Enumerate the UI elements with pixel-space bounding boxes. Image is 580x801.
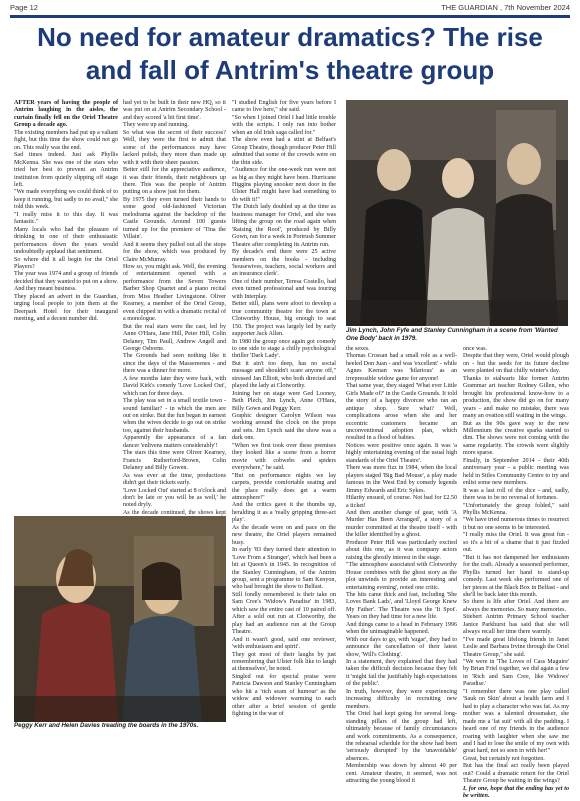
- article-paragraph: Singled out for special praise were Patricia Dawson and Stanley Cunningham who hit a 'rich seam of humour' as the widow and widower warming to each other after a brief session of gentle fighting in the war of: [232, 673, 336, 718]
- article-paragraph: Thomas Crossan had a small role as a well-heeled Don Juan - and was 'excellent' - while Agnes Keenan was 'hilarious' as an irrepressible widow game for anyone!: [346, 353, 457, 382]
- cast-scene-photo: [346, 100, 568, 326]
- article-paragraph: And the critics gave it the thumbs up, heralding it as a 'really gripping three-act play'.: [232, 502, 336, 524]
- article-column-3: [232, 100, 336, 718]
- article-paragraph: Stiebert Antrim Primary School teacher Janice Parkhurst has said that she will always recall her time there warmly.: [463, 614, 569, 636]
- header-rule: [10, 15, 570, 18]
- article-paragraph: And it seems they pulled out all the stops for the show, which was produced by Claire McMurray.: [123, 241, 226, 263]
- actresses-photo-caption: Peggy Kerr and Helen Davies treading the boards in the 1970s.: [14, 722, 199, 729]
- article-paragraph: A few months later they were back, with David Kirk's comedy 'Love Locked Out', which ran for three days.: [123, 375, 226, 397]
- article-paragraph: Producer Peter Hill was particularly excited about this one, as it was company actors raising the ghostly interest in the stage.: [346, 539, 457, 561]
- article-paragraph: The year was 1974 and a group of friends decided that they wanted to put on a show. And they meant business.: [14, 271, 118, 293]
- article-paragraph: Hilarity ensued, of course. Not bad for £2.50 a ticket!: [346, 495, 457, 509]
- article-paragraph: the sexes.: [346, 346, 370, 352]
- article-paragraph: once was.: [463, 346, 488, 352]
- article-paragraph: Many locals who had the pleasure of drinking in one of their enthusiastic performances down the years would undoubtedly applaud that sentiment.: [14, 226, 118, 256]
- article-paragraph: But has the final act really been played out? Could a dramatic return for the Oriel Theatre Group be waiting in the wings?: [463, 763, 569, 785]
- article-paragraph: "But on performance nights we lay carpets, provide comfortable seating and the place really does get a warm atmosphere!": [232, 472, 336, 502]
- page-folio: [10, 3, 570, 15]
- article-paragraph: The Grounds had seen nothing like it since the days of the Massereenes - and there was a dinner for more.: [123, 353, 226, 375]
- article-paragraph: Joining her on stage were Ged Looney, Beth Plech, Jim Lynch, Anne O'Hara, Billy Gown and Peggy Kerr.: [232, 390, 336, 412]
- article-paragraph: had yet to be built in their new HQ, so it was put on at Antrim Secondary School - and they scored 'a hit first time'.: [123, 100, 226, 121]
- actresses-photo-art: [14, 516, 226, 722]
- article-paragraph: As the decade continued, the shows kept: [123, 509, 226, 516]
- article-paragraph: Apparently the appearance of a fan dancer 'enlivens matters considerably'!: [123, 435, 226, 449]
- article-paragraph: So where did it all begin for the Oriel Players?: [14, 256, 118, 270]
- article-paragraph: Membership was down by almost 40 per cent. Amateur theatre, it seemed, was not attracting the young blood it: [346, 763, 457, 785]
- article-paragraph: "I've made great lifelong friends in Janet Leslie and Barbara Irvine through the Oriel Theatre Group," she said.: [463, 636, 569, 658]
- article-paragraph: The Oriel had kept going for several long-standing pillars of the group had left, ultimately because of family circumstances and work commitments. As a consequence, the rehearsal schedule for the show had been 'seriously disrupted' by the 'unavoidable' absences.: [346, 711, 457, 762]
- article-paragraph: "We have tried numerous times to resurrect it but no one seems to be interested.: [463, 517, 569, 531]
- article-paragraph: The play was set in a small textile town - sound familiar? - in which the men are out on strike. But the fun began in earnest when the wives decide to go out on strike too, against their husbands.: [123, 398, 226, 434]
- article-paragraph: "So when I joined Oriel I had little trouble with the scripts. I only ran into bother when an old Irish saga called for.": [232, 114, 336, 136]
- article-paragraph: In early '83 they turned their attention to 'Love From a Stranger', which had been a hit at Queen's in 1945. In recognition of the Stanley Cunningham, of the Antrim group, sent a programme to Sam Kenyon, who had brought the show to Belfast.: [232, 547, 336, 591]
- article-paragraph: "The atmosphere associated with Clotworthy House combines with the ghost story as the plot unwinds to provide an interesting and entertaining evening', noted one critic.: [346, 562, 457, 591]
- article-paragraph: "When we first took over these premises they looked like a scene from a horror movie with cobwebs and spiders everywhere," he said.: [232, 442, 336, 472]
- article-paragraph: "Unfortunately the group folded," said Phyllis McKenna.: [463, 502, 569, 516]
- article-paragraph: "But it has not dampened her enthusiasm for the craft. Already a seasoned performer, Phyllis turned her hand to stand-up comedy. Last week she performed one of her pieces at the Black Box in Belfast - and she'll be back later this month.: [463, 554, 570, 598]
- article-paragraph: As was ever at the time, productions didn't get their tickets early.: [123, 472, 226, 487]
- article-paragraph: In truth, however, they were experiencing increasing difficulty in recruiting new members.: [346, 688, 457, 710]
- article-paragraph: Still fondly remembered is their take on Sam Cree's 'Widow's Paradise' in 1983, which saw the entire cast of 10 paired off. After a sold out run at Clotworthy, the play had an audience run at the Group Theatre.: [232, 591, 336, 636]
- article-paragraph: The stars this time were Oliver Kearney, Francis Rutherford-Brown, Colin Delaney and Billy Gowen.: [123, 450, 226, 472]
- article-paragraph: The hits came thick and fast, including 'She Loves Bank Lads', and 'Lloyd George Knew My Father'. The Theatre was the 'It Spot'. Years on they had time for a new life.: [346, 591, 457, 621]
- article-paragraph: And things came to a head in February 1996 when the unimaginable happened.: [346, 621, 457, 636]
- article-paragraph: That same year, they staged 'What ever Little Girls Made of?' in the Castle Grounds. It told the story of a happy divorcee who ran an antique shop. Sure what? Well, complications arose when she and her eccentric customers became an unconventional adoption plan, which resulted in a flood of babies.: [346, 383, 457, 442]
- article-paragraph: As the decade wore on and pace on the new theatre, the Oriel players remained busy.: [232, 524, 336, 546]
- article-paragraph: "I really miss it to this day. It was fantastic.": [14, 211, 118, 226]
- article-paragraph: The Dutch lady doubled up at the time as business manager for Oriel, and she was lifting the group on the road again when 'Raising the Roof', produced by Billy Gown, ran for a week in Portrush Summer Theatre after completing its Antrim run.: [232, 204, 336, 248]
- article-paragraph: It was a last roll of the dice - and, sadly, there was to be no reversal of fortunes.: [463, 487, 569, 502]
- article-paragraph: 'Love Locked Out' started at 8 o'clock and don't be late or you will be as well,' he noted dryly.: [123, 487, 226, 509]
- article-paragraph: Graphic designer Carolyn Wilson was working around the clock on the props and sets. Jim Lynch said the show was a dark one.: [232, 413, 336, 442]
- article-paragraph: Despite that they were, Oriel would plough on - but the seeds for its future decline were planted on that chilly winter's day.: [463, 353, 569, 375]
- actresses-photo: [14, 516, 226, 722]
- article-paragraph: "I remember there was one play called 'Sauk on Skin' about a health farm and I had to play a character who was fat. As my mother was a talented dressmaker, she made me a 'fat suit' with all the padding. I heard one of my friends in the audience roaring with laughter when she saw me and I had to lose the smile of my own with great hard, not so seen in with her!": [463, 688, 569, 755]
- article-paragraph: Sad times indeed. Just ask Phyllis McKenna. She was one of the stars who tried her best to prevent an Antrim institution from quietly slipping off stage left.: [14, 152, 118, 188]
- article-paragraph: So there is life after Oriel. And there are always the memories. So many memories.: [463, 599, 569, 613]
- article-paragraph: "I really miss the Oriel. It was great fun - so it's a bit of a shame that it just fizzled out.: [463, 532, 569, 554]
- article-paragraph: How so, you might ask. Well, the evening of entertainment opened with a performance from the Seven Towers Barber Shop Quartet and a piano recital from Miss Heather Livingstone. Oliver Kearney, a member of the Oriel Group, even chipped in with a dramatic recital of a monologue.: [123, 263, 226, 323]
- article-paragraph: The existing members had put up a valiant fight, but this time the show could not go on. This really was the end.: [14, 129, 118, 151]
- article-column-4: [346, 346, 457, 785]
- cast-scene-photo-art: [346, 100, 568, 326]
- article-paragraph: They placed an advert in the Guardian, urging local people to join them at the Deerpark Hotel for their inaugural meeting, and a decent number did.: [14, 293, 118, 323]
- article-paragraph: But it ain't too deep, has no social message and shouldn't scare anyone off," stressed Jan Elliott, who both directed and played the lady at Clotworthy.: [232, 360, 336, 390]
- article-paragraph: So what was the secret of their success? Well, they were the first to admit that some of the performances may have lacked polish, they more than made up with it with their sheer passion.: [123, 129, 226, 166]
- article-paragraph: And then another change of gear, with 'A Murder Has Been Arranged', a story of a murder committed at the theatre itself - with the killer identified by a ghost.: [346, 509, 457, 539]
- article-headline: No need for amateur dramatics? The rise and fall of Antrim's theatre group: [37, 22, 543, 85]
- article-paragraph: They were up and running.: [123, 122, 189, 129]
- article-paragraph: Great, but certainly not forgotten.: [463, 755, 545, 762]
- article-paragraph: "Audience for the one-week run were not as big as they might have been. Hurricane Higgins playing snooker next door in the Ulster Hall might have had something to do with it!": [232, 167, 336, 203]
- article-paragraph: Notices were positive once again. It was 'a highly entertaining evening of the usual high standards of the Oriel Theatre'.: [346, 442, 457, 464]
- article-paragraph: Better still, plans were afoot to develop a true community theatre for the town at Clotworthy House, big enough to seat 150. The project was largely led by early supporter Jack Allen.: [232, 301, 336, 338]
- article-column-5: [463, 346, 570, 800]
- article-paragraph: "We made everything we could think of to keep it running, but sadly to no avail," she told this week.: [14, 189, 118, 211]
- article-paragraph: There was more fizz in 1984, when the local players staged 'Big Bad Mouse', a play made famous in the West End by comedy legends Jimmy Edwards and Eric Sykes.: [346, 465, 457, 494]
- article-paragraph: With our days to go, with 'sugar', they had to announce the cancellation of their latest show, 'Will's Clothing'.: [346, 636, 457, 658]
- cast-scene-caption: Jim Lynch, John Fyfe and Stanley Cunningham in a scene from 'Wanted One Body' back in 1979.: [346, 327, 558, 342]
- article-paragraph: By 1975 they even turned their hands to some good old-fashioned Victorian melodrama against the backdrop of the Castle Grounds. Around 100 guests turned up for the premiere of 'Tina the Villain'.: [123, 196, 226, 241]
- article-paragraph: Finally, in September 2014 - their 40th anniversary year - a public meeting was held in Stiles Community Centre to try and enlist some new members.: [463, 457, 569, 487]
- masthead-date: THE GUARDIAN , 7th November 2024: [441, 3, 570, 12]
- article-paragraph: Thanks to stalwarts like former Antrim Grammar art teacher Rodney Gillen, who brought his professional know-how to a production, the show did go on for many years - and make no mistake, there was many an ovation still waiting in the wings.: [463, 375, 569, 420]
- article-paragraph: And it wasn't good, said one reviewer, 'with enthusiasm and spirit'.: [232, 636, 336, 651]
- page-number: Page 12: [10, 3, 38, 12]
- article-paragraph: Better still for the appreciative audience, it was their friends, their neighbours up there. This was the people of Antrim putting on a show just for them.: [123, 167, 226, 196]
- article-paragraph: One of their number, Teresa Costello, had even turned professional and was touring with Interplay.: [232, 278, 336, 300]
- article-closing-line: I, for one, hope that the ending has yet to be written.: [463, 785, 569, 800]
- article-paragraph: "I studied English for five years before I came to live here," she said.: [232, 100, 336, 114]
- article-paragraph: AFTER years of having the people of Antrim laughing in the aisles, the curtain finally fell on the Oriel Theatre Group a decade ago.: [14, 100, 118, 129]
- article-paragraph: In 1980 the group once again got comedy to one side to stage a chilly psychological thriller 'Dark Lady'.: [232, 338, 336, 360]
- article-paragraph: But the real stars were the cast, led by Anne O'Hara, Jane Hill, Peter Hill, Colin Delaney, Tim Paull, Andrew Angell and George Osborne.: [123, 323, 226, 352]
- article-paragraph: They got most of their laughs by just remembering that Ulster folk like to laugh at themselves', he noted.: [232, 651, 336, 673]
- article-paragraph: But as the 90s gave way to the new Millennium the creative sparks started to dim. The shows were not coming with the same regularity. The crowds were slightly more sparse.: [463, 420, 569, 457]
- article-paragraph: By decade's end there were 25 active members on the books - including 'housewives, teachers, social workers and an insurance clerk'.: [232, 249, 336, 278]
- article-paragraph: "We were in 'The Loves of Cass Maguire' by Brian Friel together, we did again a few in 'Rich and Sam Cree, like Widows' Paradise.': [463, 659, 569, 688]
- article-paragraph: The show even had a stint at Belfast's Group Theatre, though producer Peter Hill admitted that some of the crowds were on the thin side.: [232, 137, 336, 166]
- article-paragraph: In a statement, they explained that they had taken the difficult decision because they felt it 'might fail the justifiably high expectations of the public'.: [346, 659, 457, 688]
